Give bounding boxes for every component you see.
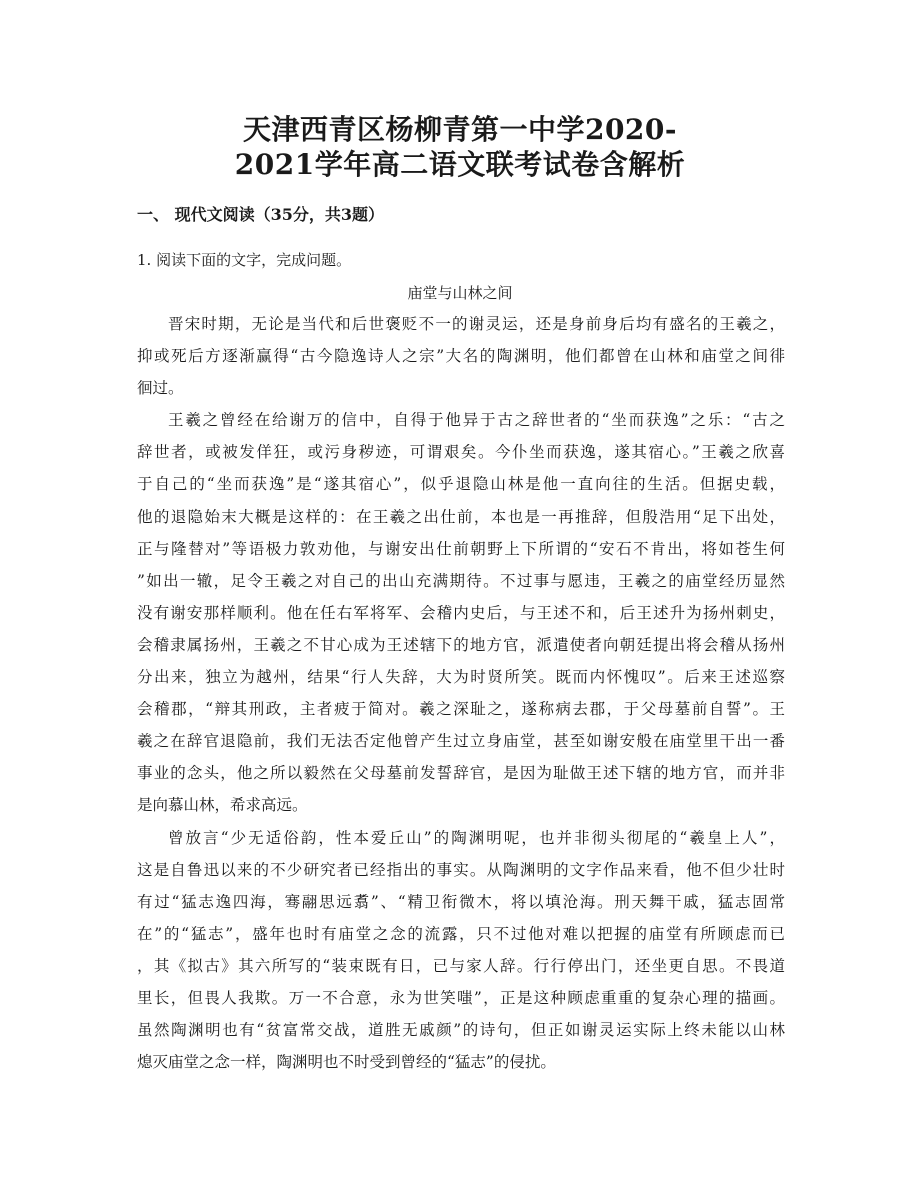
body-line: 会稽隶属扬州，王羲之不甘心成为王述辖下的地方官，派遣使者向朝廷提出将会稽从扬州 xyxy=(137,635,785,654)
body-line: 熄灭庙堂之念一样，陶渊明也不时受到曾经的“猛志”的侵扰。 xyxy=(137,1053,556,1072)
body-line: 曾放言“少无适俗韵，性本爱丘山”的陶渊明呢，也并非彻头彻尾的“羲皇上人”， xyxy=(168,828,785,847)
body-line: 羲之在辞官退隐前，我们无法否定他曾产生过立身庙堂，甚至如谢安般在庙堂里干出一番 xyxy=(137,732,785,751)
body-line: 虽然陶渊明也有“贫富常交战，道胜无戚颜”的诗句，但正如谢灵运实际上终未能以山林 xyxy=(137,1021,785,1040)
body-line: ，其《拟古》其六所写的“装束既有日，已与家人辞。行行停出门，还坐更自思。不畏道 xyxy=(137,956,785,975)
body-line: 有过“猛志逸四海，骞翮思远翥”、“精卫衔微木，将以填沧海。刑天舞干戚，猛志固常 xyxy=(137,892,785,911)
document-title-line-1: 天津西青区杨柳青第一中学2020- xyxy=(242,113,678,146)
body-line: 在”的“猛志”，盛年也时有庙堂之念的流露，只不过他对难以把握的庙堂有所顾虑而已 xyxy=(137,924,785,943)
question-intro: 1. 阅读下面的文字，完成问题。 xyxy=(137,251,352,269)
body-line: 事业的念头，他之所以毅然在父母墓前发誓辞官，是因为耻做王述下辖的地方官，而并非 xyxy=(137,764,785,783)
article-body xyxy=(137,308,785,1078)
body-line: 这是自鲁迅以来的不少研究者已经指出的事实。从陶渊明的文字作品来看，他不但少壮时 xyxy=(137,860,785,879)
body-line: 分出来，独立为越州，结果“行人失辞，大为时贤所笑。既而内怀愧叹”。后来王述巡察 xyxy=(137,668,785,687)
body-line: 他的退隐始末大概是这样的：在王羲之出仕前，本也是一再推辞，但殷浩用“足下出处， xyxy=(137,507,785,526)
body-line: ”如出一辙，足令王羲之对自己的出山充满期待。不过事与愿违，王羲之的庙堂经历显然 xyxy=(137,571,785,590)
body-line: 里长，但畏人我欺。万一不合意，永为世笑嗤”，正是这种顾虑重重的复杂心理的描画。 xyxy=(137,988,785,1007)
document-title-line-2: 2021学年高二语文联考试卷含解析 xyxy=(234,148,686,181)
body-line: 是向慕山林，希求高远。 xyxy=(137,796,308,815)
body-line: 辞世者，或被发佯狂，或污身秽迹，可谓艰矣。今仆坐而获逸，遂其宿心。”王羲之欣喜 xyxy=(137,443,785,462)
body-line: 正与隆替对”等语极力敦劝他，与谢安出仕前朝野上下所谓的“安石不肯出，将如苍生何 xyxy=(137,539,785,558)
body-line: 于自己的“坐而获逸”是“遂其宿心”，似乎退隐山林是他一直向往的生活。但据史载， xyxy=(137,475,785,494)
body-line: 抑或死后方逐渐赢得“古今隐逸诗人之宗”大名的陶渊明，他们都曾在山林和庙堂之间徘 xyxy=(137,347,785,366)
body-line: 晋宋时期，无论是当代和后世褒贬不一的谢灵运，还是身前身后均有盛名的王羲之， xyxy=(168,315,785,333)
body-line: 徊过。 xyxy=(137,379,184,398)
body-line: 王羲之曾经在给谢万的信中，自得于他异于古之辞世者的“坐而获逸”之乐：“古之 xyxy=(168,411,785,430)
body-line: 没有谢安那样顺利。他在任右军将军、会稽内史后，与王述不和，后王述升为扬州刺史， xyxy=(137,603,785,622)
article-title: 庙堂与山林之间 xyxy=(407,284,513,302)
section-heading: 一、 现代文阅读（35分，共3题） xyxy=(137,205,384,224)
body-line: 会稽郡，“辩其刑政，主者疲于简对。羲之深耻之，遂称病去郡，于父母墓前自誓”。王 xyxy=(137,700,785,719)
